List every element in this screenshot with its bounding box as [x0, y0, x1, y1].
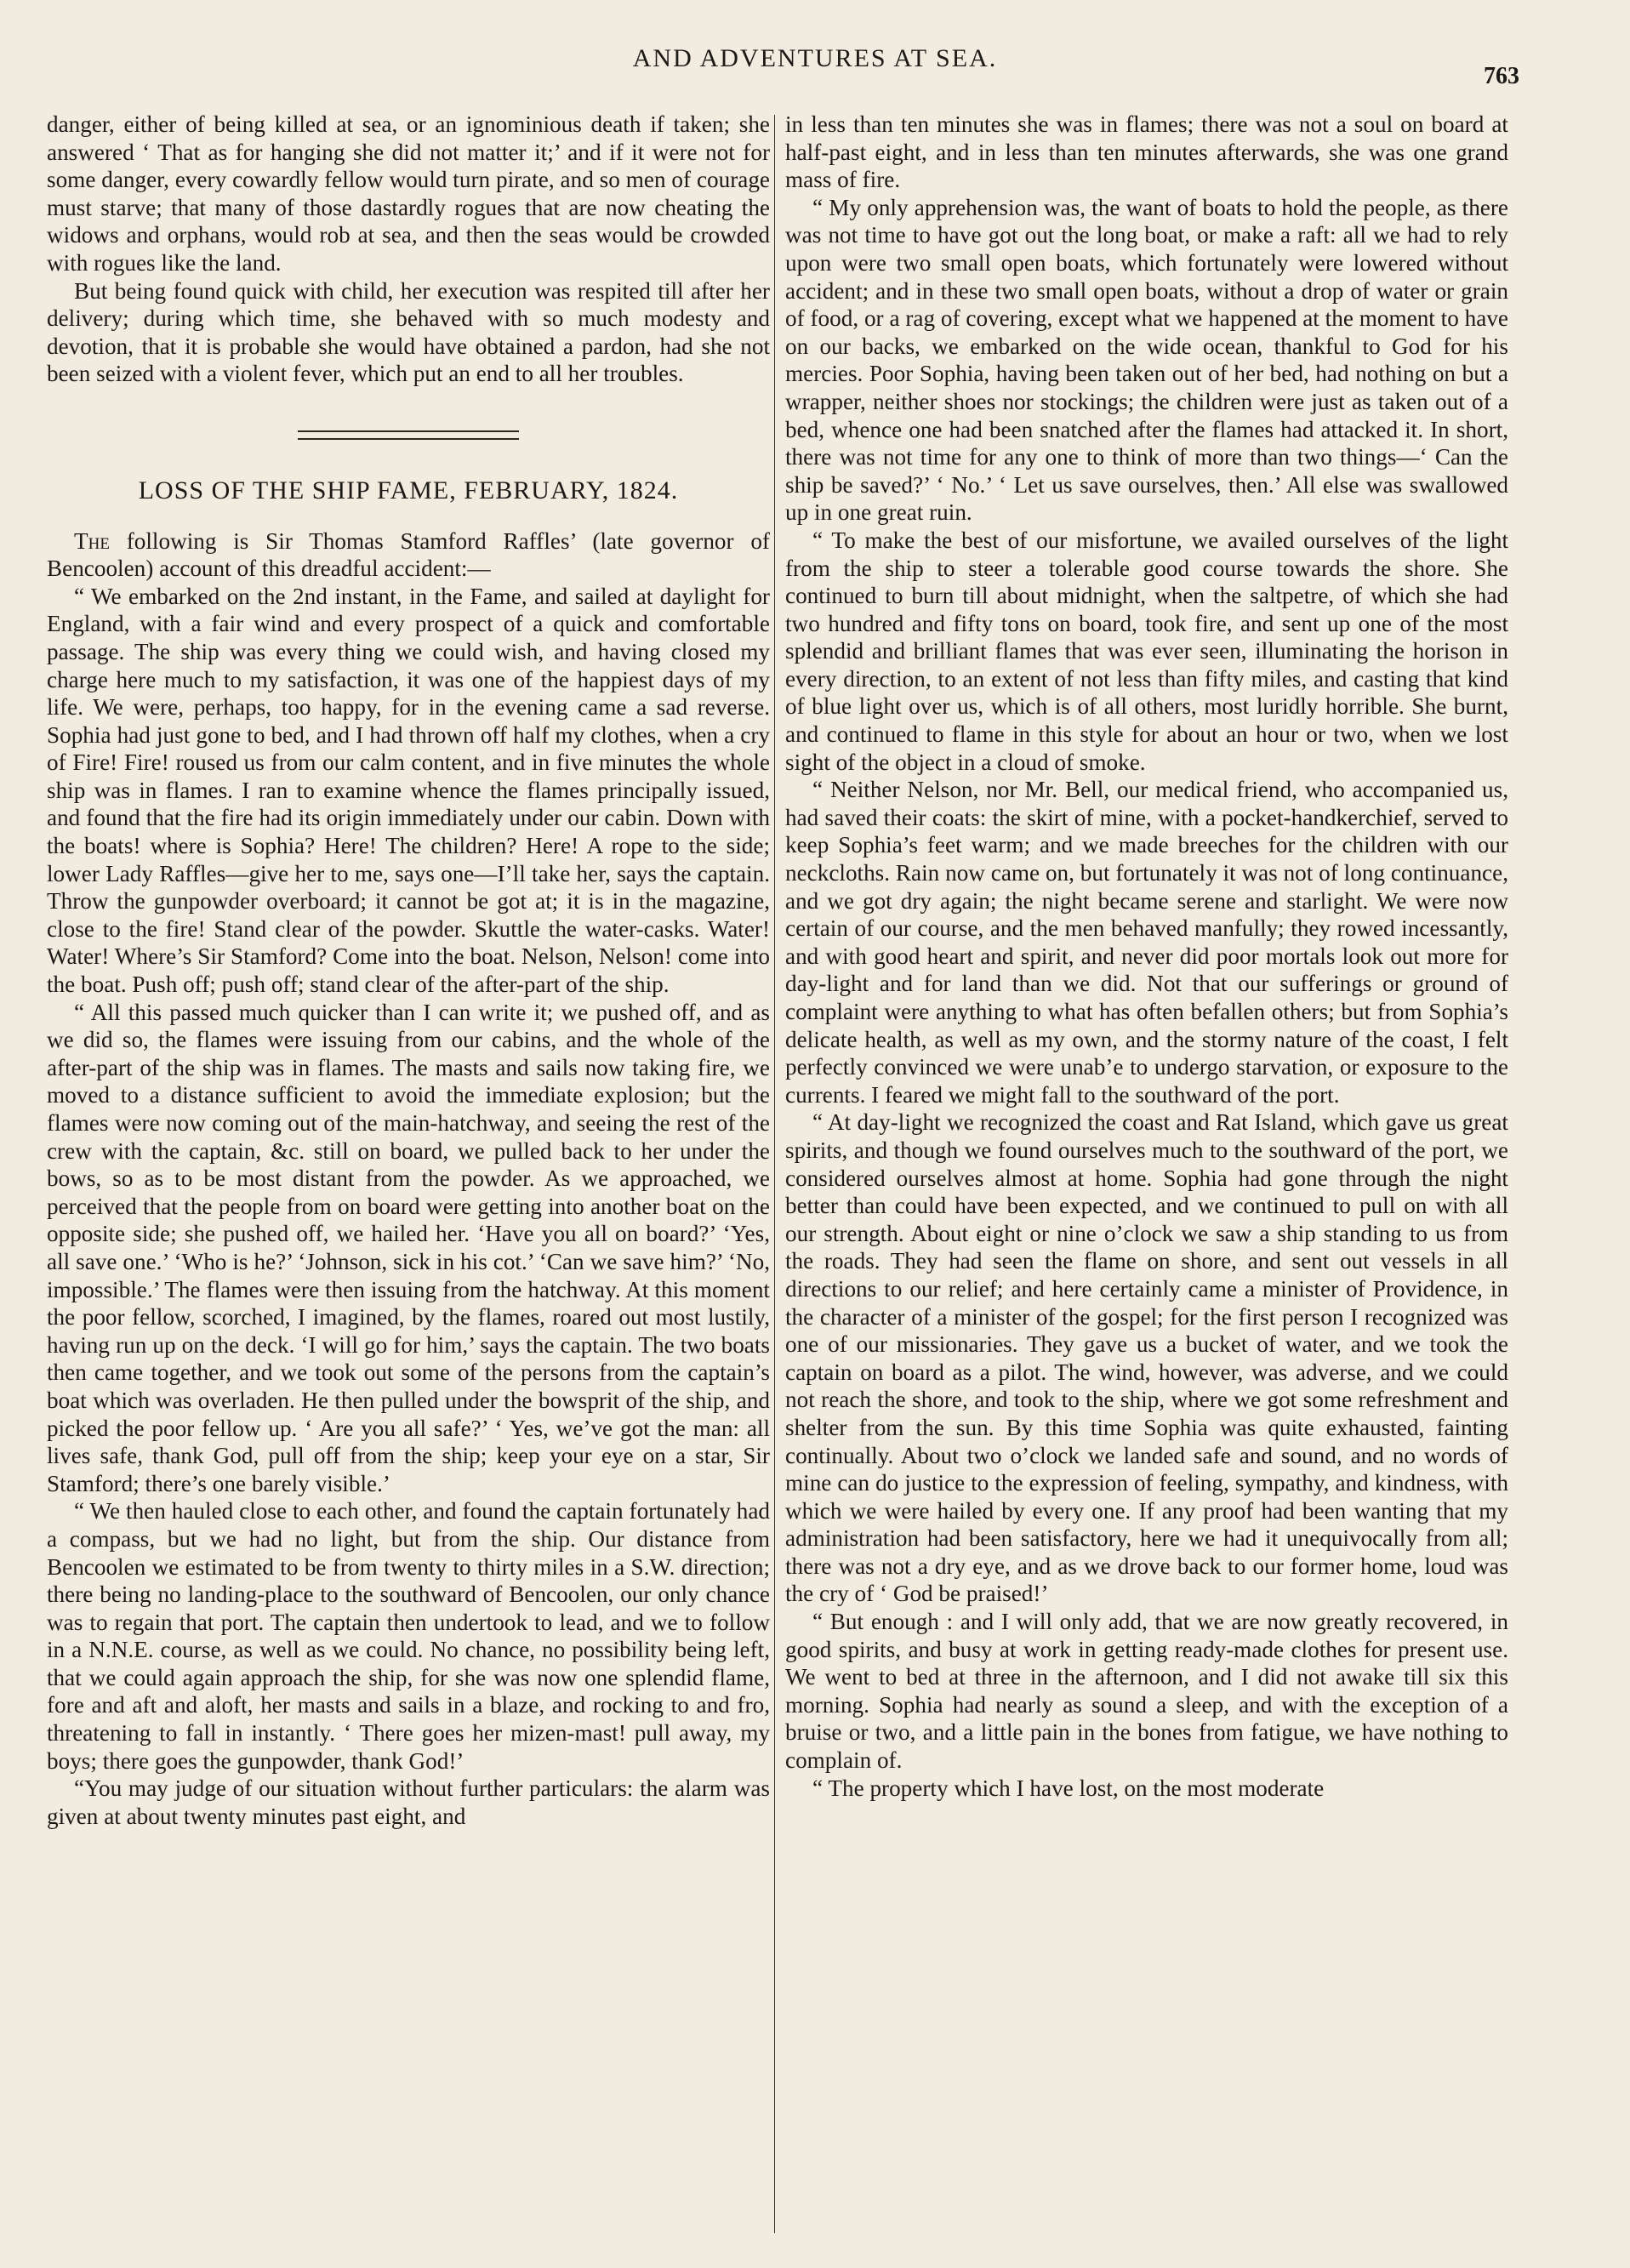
left-paragraph-6: “ We then hauled close to each other, and found the captain fortunately had a compass, but we had no light, but from the ship. Our distance from Bencoolen we estimated to be from twenty to thirty miles in a S.W. direction; there being no landing-place to the southward of Bencoolen, our only chance was to regain that port. The captain then undertook to lead, and we to follow in a N.N.E. course, as well as we could. No chance, no possibility being left, that we could again approach the ship, for she was now one splendid flame, fore and aft and aloft, her masts and sails in a blaze, and rocking to and fro, threatening to fall in instantly. ‘ There goes her mizen-mast! pull away, my boys; there goes the gunpowder, thank God!’ [47, 1498, 770, 1774]
left-paragraph-7: “You may judge of our situation without further particulars: the alarm was given at about twenty minutes past eight, and [47, 1775, 770, 1829]
right-paragraph-6: “ But enough : and I will only add, that we are now greatly recovered, in good spirits, and busy at work in getting ready-made clothes for present use. We went to bed at three in the afternoon, and I did not awake till six this morning. Sophia had nearly as sound a sleep, and with the exception of a bruise or two, and a little pain in the bones from fatigue, we have nothing to complain of. [785, 1609, 1508, 1774]
right-paragraph-3: “ To make the best of our misfortune, we availed ourselves of the light from the ship to steer a tolerable good course towards the shore. She continued to burn till about midnight, when the saltpetre, of which she had two hundred and fifty tons on board, took fire, and sent up one of the most splendid and brilliant flames that was ever seen, illuminating the horison in every direction, to an extent of not less than fifty miles, and casting that kind of blue light over us, which is of all others, most luridly horrible. She burnt, and continued to flame in this style for about an hour or two, when we lost sight of the object in a cloud of smoke. [785, 527, 1508, 775]
left-paragraph-3 [47, 527, 770, 583]
left-column [47, 111, 770, 1830]
section-title: LOSS OF THE SHIP FAME, FEBRUARY, 1824. [138, 476, 679, 504]
column-divider [774, 115, 775, 2233]
left-paragraph-2: But being found quick with child, her execution was respited till after her delivery; during which time, she behaved with so much modesty and devotion, that it is probable she would have obtained a pardon, had she not been seized with a violent fever, which put an end to all her troubles. [47, 277, 770, 387]
left-paragraph-1: danger, either of being killed at sea, or an ignominious death if taken; she answered ‘ That as for hanging she did not matter it;’ and if it were not for some danger, every cowardly fellow would turn pirate, and so men of courage must starve; that many of those dastardly rogues that are now cheating the widows and orphans, would rob at sea, and then the seas would be crowded with rogues like the land. [47, 111, 770, 276]
right-paragraph-2: “ My only apprehension was, the want of boats to hold the people, as there was not time to have got out the long boat, or make a raft: all we had to rely upon were two small open boats, which fortunately were lowered without accident; and in these two small open boats, without a drop of water or grain of food, or a rag of covering, except what we happened at the moment to have on our backs, we embarked on the wide ocean, thankful to God for his mercies. Poor Sophia, having been taken out of her bed, had nothing on but a wrapper, neither shoes nor stockings; the children were just as taken out of a bed, whence one had been snatched after the flames had attacked it. In short, there was not time for any one to think of more than two things—‘ Can the ship be saved?’ ‘ No.’ ‘ Let us save ourselves, then.’ All else was swallowed up in one great ruin. [785, 194, 1508, 526]
running-head: AND ADVENTURES AT SEA. [632, 44, 998, 72]
right-column [785, 111, 1508, 1802]
right-paragraph-1: in less than ten minutes she was in flames; there was not a soul on board at half-past eight, and in less than ten minutes afterwards, she was one grand mass of fire. [785, 111, 1508, 193]
right-paragraph-4: “ Neither Nelson, nor Mr. Bell, our medical friend, who accompanied us, had saved their coats: the skirt of mine, with a pocket-handkerchief, served to keep Sophia’s feet warm; and we made breeches for the children with our neckcloths. Rain now came on, but fortunately it was not of long continuance, and we got dry again; the night became serene and starlight. We were now certain of our course, and the men behaved manfully; they rowed incessantly, and with good heart and spirit, and never did poor mortals look out more for day-light and for land than we did. Not that our sufferings or ground of complaint were anything to what has often befallen others; but from Sophia’s delicate health, as well as my own, and the stormy nature of the coast, I felt perfectly convinced we were unab’e to undergo starvation, or exposure to the currents. I feared we might fall to the southward of the port. [785, 777, 1508, 1108]
right-paragraph-5: “ At day-light we recognized the coast and Rat Island, which gave us great spirits, and though we found ourselves much to the southward of the port, we considered ourselves almost at home. Sophia had gone through the night better than could have been expected, and we continued to pull on with all our strength. About eight or nine o’clock we saw a ship standing to us from the roads. They had seen the flame on shore, and sent out vessels in all directions to our relief; and here certainly came a minister of Providence, in the character of a minister of the gospel; for the first person I recognized was one of our missionaries. They gave us a bucket of water, and we took the captain on board as a pilot. The wind, however, was adverse, and we could not reach the shore, and took to the ship, where we got some refreshment and shelter from the sun. By this time Sophia was quite exhausted, fainting continually. About two o’clock we landed safe and sound, and no words of mine can do justice to the expression of feeling, sympathy, and kindness, with which we were hailed by every one. If any proof had been wanting that my administration had been satisfactory, here we had it unequivocally from all; there was not a dry eye, and as we drove back to our former home, loud was the cry of ‘ God be praised!’ [785, 1109, 1508, 1607]
left-paragraph-4: “ We embarked on the 2nd instant, in the Fame, and sailed at daylight for England, with a fair wind and every prospect of a quick and comfortable passage. The ship was every thing we could wish, and having closed my charge here much to my satisfaction, it was one of the happiest days of my life. We were, perhaps, too happy, for in the evening came a sad reverse. Sophia had just gone to bed, and I had thrown off half my clothes, when a cry of Fire! Fire! roused us from our calm content, and in five minutes the whole ship was in flames. I ran to examine whence the flames principally issued, and found that the fire had its origin immediately under our cabin. Down with the boats! where is Sophia? Here! The children? Here! A rope to the side; lower Lady Raffles—give her to me, says one—I’ll take her, says the captain. Throw the gunpowder overboard; it cannot be got at; it is in the magazine, close to the fire! Stand clear of the powder. Skuttle the water-casks. Water! Water! Where’s Sir Stamford? Come into the boat. Nelson, Nelson! come into the boat. Push off; push off; stand clear of the after-part of the ship. [47, 583, 770, 998]
lead-paragraph-text: following is Sir Thomas Stamford Raffles’ (late governor of Bencoolen) account of this dreadful accident:— [47, 527, 770, 582]
lead-word: The [74, 527, 110, 554]
left-paragraph-5: “ All this passed much quicker than I can write it; we pushed off, and as we did so, the flames were issuing from our cabins, and the whole of the after-part of the ship was in flames. The masts and sails now taking fire, we moved to a distance sufficient to avoid the immediate explosion; but the flames were now coming out of the main-hatchway, and seeing the rest of the crew with the captain, &c. still on board, we pulled back to her under the bows, so as to be most distant from the powder. As we approached, we perceived that the people from on board were getting into another boat on the opposite side; she pushed off, we hailed her. ‘Have you all on board?’ ‘Yes, all save one.’ ‘Who is he?’ ‘Johnson, sick in his cot.’ ‘Can we save him?’ ‘No, impossible.’ The flames were then issuing from the hatchway. At this moment the poor fellow, scorched, I imagined, by the flames, roared out most lustily, having run up on the deck. ‘I will go for him,’ says the captain. The two boats then came together, and we took out some of the persons from the captain’s boat which was overladen. He then pulled under the bowsprit of the ship, and picked the poor fellow up. ‘ Are you all safe?’ ‘ Yes, we’ve got the man: all lives safe, thank God, pull off from the ship; keep your eye on a star, Sir Stamford; there’s one barely visible.’ [47, 999, 770, 1496]
page-number: 763 [1484, 63, 1519, 89]
section-divider-rule [298, 430, 519, 440]
right-paragraph-7: “ The property which I have lost, on the most moderate [812, 1775, 1325, 1801]
